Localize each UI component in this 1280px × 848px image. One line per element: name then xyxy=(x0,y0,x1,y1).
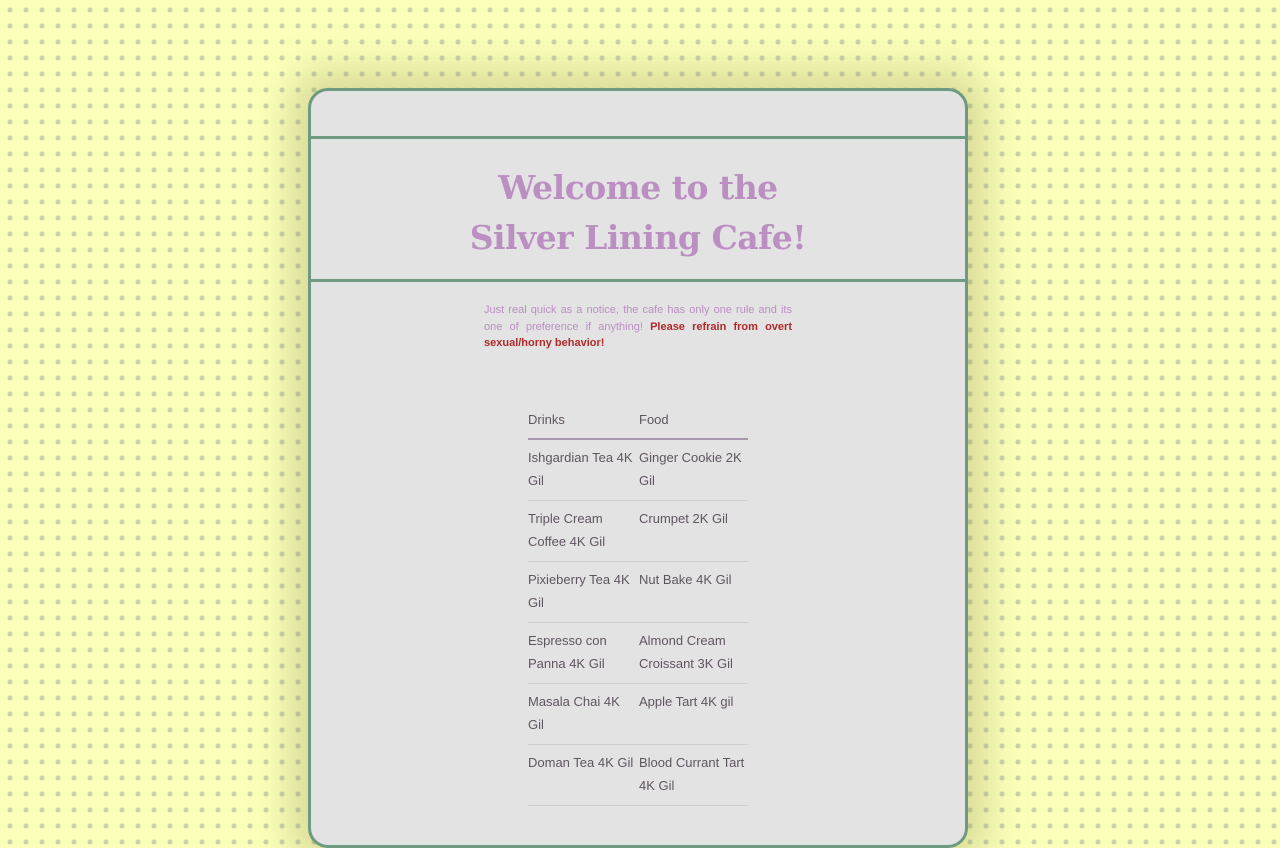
drink-item: Doman Tea 4K Gil xyxy=(528,745,639,806)
food-item: Blood Currant Tart 4K Gil xyxy=(639,745,748,806)
food-item: Apple Tart 4K gil xyxy=(639,684,748,745)
cafe-notice xyxy=(484,302,792,352)
table-row xyxy=(528,623,748,684)
title-line-2: Silver Lining Cafe! xyxy=(469,218,807,257)
title-section xyxy=(311,139,965,282)
drinks-header: Drinks xyxy=(528,404,639,440)
notice-intro: Just real quick as a notice, the cafe has only one rule and its one of preference if anything! xyxy=(484,304,792,333)
drink-item: Masala Chai 4K Gil xyxy=(528,684,639,745)
drink-item: Espresso con Panna 4K Gil xyxy=(528,623,639,684)
title-line-1: Welcome to the xyxy=(498,168,778,207)
food-item: Crumpet 2K Gil xyxy=(639,501,748,562)
drink-item: Ishgardian Tea 4K Gil xyxy=(528,439,639,501)
food-item: Ginger Cookie 2K Gil xyxy=(639,439,748,501)
cafe-card xyxy=(308,88,968,848)
food-header: Food xyxy=(639,404,748,440)
page-title xyxy=(311,139,965,263)
table-row xyxy=(528,745,748,806)
menu-table xyxy=(528,404,748,807)
notice-rule: Please refrain from overt sexual/horny behavior! xyxy=(484,320,792,349)
food-item: Almond Cream Croissant 3K Gil xyxy=(639,623,748,684)
menu-header-row xyxy=(528,404,748,440)
food-item: Nut Bake 4K Gil xyxy=(639,562,748,623)
drink-item: Triple Cream Coffee 4K Gil xyxy=(528,501,639,562)
table-row xyxy=(528,501,748,562)
card-top-bar xyxy=(311,91,965,139)
table-row xyxy=(528,562,748,623)
drink-item: Pixieberry Tea 4K Gil xyxy=(528,562,639,623)
table-row xyxy=(528,684,748,745)
table-row xyxy=(528,439,748,501)
